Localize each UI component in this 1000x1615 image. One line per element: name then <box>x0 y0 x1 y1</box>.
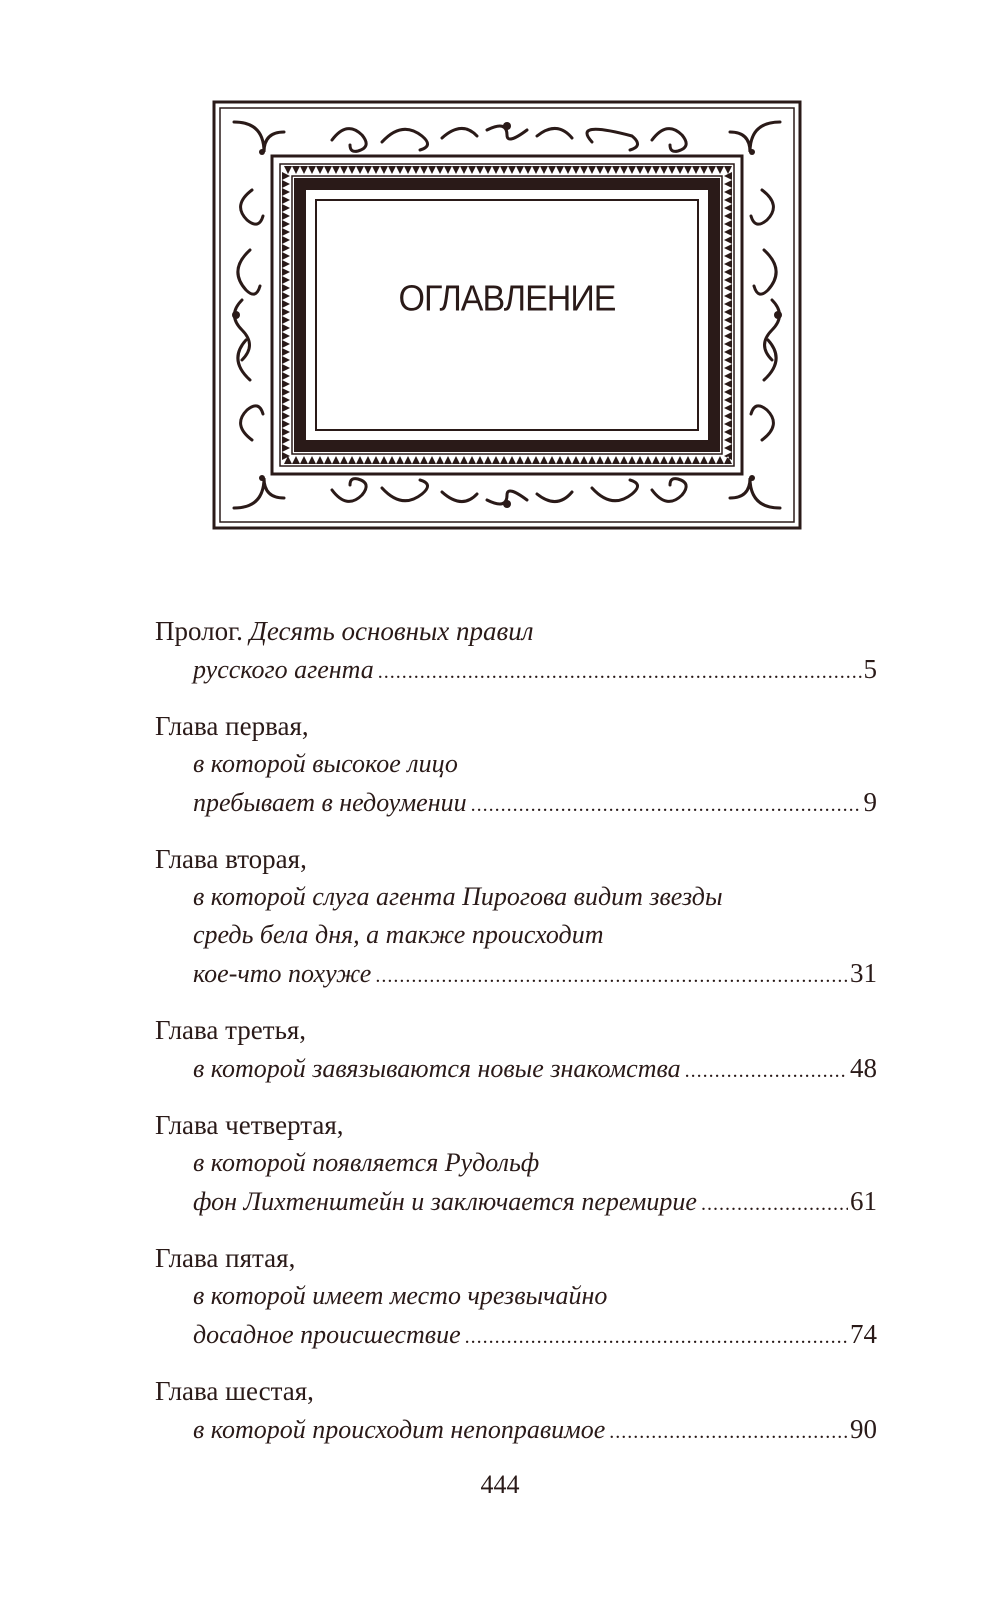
toc-entry-line <box>155 650 877 691</box>
toc-entry-line <box>155 745 877 783</box>
toc-entry-line <box>155 1144 877 1182</box>
toc-entry-line <box>155 1277 877 1315</box>
toc-entry <box>155 1372 877 1451</box>
chapter-description: средь бела дня, а также происходит <box>193 920 604 949</box>
dot-leader <box>609 1413 848 1451</box>
toc-entry-line <box>155 878 877 916</box>
toc-page-number: 31 <box>850 958 877 988</box>
toc-page-number: 74 <box>850 1319 877 1349</box>
table-of-contents <box>155 612 877 1467</box>
toc-page-number: 61 <box>850 1186 877 1216</box>
toc-page-number: 90 <box>850 1414 877 1444</box>
toc-entry-heading <box>155 840 877 878</box>
page-number: 444 <box>480 1470 520 1499</box>
toc-page-number: 48 <box>850 1053 877 1083</box>
toc-page-number: 5 <box>863 654 877 684</box>
chapter-description: в которой происходит непоправимое <box>193 1415 606 1444</box>
toc-entry-heading <box>155 1011 877 1049</box>
toc-entry-heading <box>155 1239 877 1277</box>
toc-entry <box>155 840 877 995</box>
chapter-description: досадное происшествие <box>193 1320 461 1349</box>
toc-entry-line <box>155 916 877 954</box>
chapter-subtitle: Десять основных правил <box>249 616 534 646</box>
toc-entry-line <box>155 954 877 995</box>
chapter-label: Пролог. <box>155 616 243 646</box>
ornamental-frame <box>212 100 802 530</box>
toc-entry <box>155 612 877 691</box>
toc-entry <box>155 1106 877 1223</box>
dot-leader <box>378 653 862 691</box>
chapter-description: в которой высокое лицо <box>193 749 458 778</box>
dot-leader <box>471 786 862 824</box>
toc-entry-line <box>155 1182 877 1223</box>
dot-leader <box>685 1052 848 1090</box>
toc-entry <box>155 1011 877 1090</box>
chapter-description: русского агента <box>193 655 374 684</box>
chapter-label: Глава вторая, <box>155 844 307 874</box>
toc-entry-line <box>155 1410 877 1451</box>
toc-entry-heading <box>155 707 877 745</box>
chapter-label: Глава пятая, <box>155 1243 296 1273</box>
toc-entry-heading <box>155 612 877 650</box>
toc-entry-line <box>155 783 877 824</box>
toc-entry-line <box>155 1315 877 1356</box>
dot-leader <box>465 1318 848 1356</box>
toc-entry-heading <box>155 1106 877 1144</box>
chapter-description: фон Лихтенштейн и заключается перемирие <box>193 1187 697 1216</box>
toc-entry-heading <box>155 1372 877 1410</box>
chapter-description: кое-что похуже <box>193 959 372 988</box>
chapter-description: в которой завязываются новые знакомства <box>193 1054 681 1083</box>
dot-leader <box>701 1185 848 1223</box>
chapter-description: в которой появляется Рудольф <box>193 1148 540 1177</box>
toc-entry <box>155 1239 877 1356</box>
chapter-description: в которой слуга агента Пирогова видит звезды <box>193 882 723 911</box>
dot-leader <box>375 957 848 995</box>
toc-page-number: 9 <box>863 787 877 817</box>
chapter-label: Глава первая, <box>155 711 309 741</box>
chapter-label: Глава шестая, <box>155 1376 314 1406</box>
chapter-description: в которой имеет место чрезвычайно <box>193 1281 608 1310</box>
chapter-label: Глава третья, <box>155 1015 307 1045</box>
toc-entry-line <box>155 1049 877 1090</box>
toc-entry <box>155 707 877 824</box>
chapter-description: пребывает в недоумении <box>193 788 467 817</box>
chapter-label: Глава четвертая, <box>155 1110 344 1140</box>
page-title: ОГЛАВЛЕНИЕ <box>398 279 616 319</box>
